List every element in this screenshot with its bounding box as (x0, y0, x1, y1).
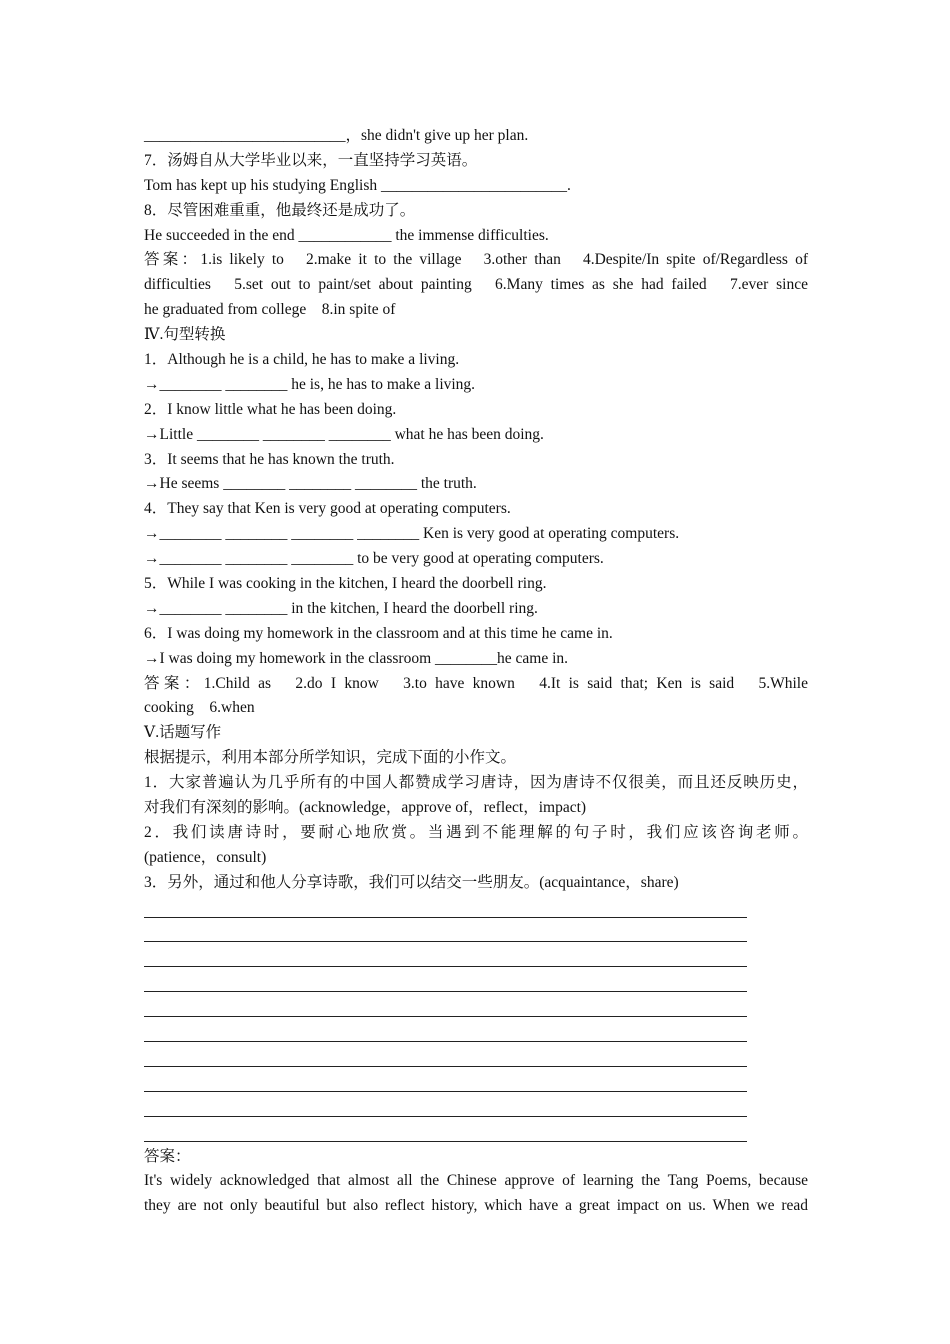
section4-q6-blank: →I was doing my homework in the classroom ________he came in. (144, 649, 569, 667)
section4-title: Ⅳ.句型转换 (144, 326, 226, 344)
section5-prompt-1a: 1．大家普遍认为几乎所有的中国人都赞成学习唐诗，因为唐诗不仅很美，而且还反映历史， (144, 774, 808, 792)
section5-prompt-3: 3．另外，通过和他人分享诗歌，我们可以结交一些朋友。(acquaintance，share) (144, 873, 679, 891)
section4-q2: 2．I know little what he has been doing. (144, 400, 397, 418)
section4-q5-blank: →________ ________ in the kitchen, I heard the doorbell ring. (144, 599, 538, 617)
section5-answer-line-1: It's widely acknowledged that almost all the Chinese approve of learning the Tang Poems, because (144, 1172, 808, 1190)
section5-answer-line-2: they are not only beautiful but also reflect history, which have a great impact on us. When we read (144, 1197, 808, 1215)
section4-q4-blank-1: →________ ________ ________ ________ Ken is very good at operating computers. (144, 525, 680, 543)
section5-intro: 根据提示，利用本部分所学知识，完成下面的小作文。 (144, 749, 517, 767)
section5-title: Ⅴ.话题写作 (144, 724, 222, 742)
writing-line[interactable] (144, 1020, 808, 1045)
section4-answer-line-2: cooking 6.when (144, 699, 255, 717)
document-page (144, 124, 808, 1219)
section3-answer-line-3: he graduated from college 8.in spite of (144, 301, 396, 319)
section5-prompt-1b: 对我们有深刻的影响。(acknowledge，approve of，reflect，impact) (144, 799, 587, 817)
question-8-english: He succeeded in the end ____________ the immense difficulties. (144, 226, 549, 244)
section3-answer-line-2: difficulties 5.set out to paint/set about painting 6.Many times as she had failed 7.ever since (144, 276, 808, 294)
section4-answer-line-1: 答案：1.Child as 2.do I know 3.to have known 4.It is said that; Ken is said 5.While (144, 674, 808, 692)
writing-line[interactable] (144, 995, 808, 1020)
section4-q5: 5．While I was cooking in the kitchen, I heard the doorbell ring. (144, 575, 547, 593)
section5-prompt-2a: 2．我们读唐诗时，要耐心地欣赏。当遇到不能理解的句子时，我们应该咨询老师。 (144, 823, 808, 841)
section5-answer-label: 答案： (144, 1147, 191, 1165)
section4-q6: 6．I was doing my homework in the classroom and at this time he came in. (144, 624, 613, 642)
section5-prompt-2b: (patience，consult) (144, 848, 267, 866)
section4-q1-blank: →________ ________ he is, he has to make a living. (144, 375, 476, 393)
writing-line[interactable] (144, 945, 808, 970)
section3-answer-line-1: 答案：1.is likely to 2.make it to the village 3.other than 4.Despite/In spite of/Regardless of (144, 251, 808, 269)
writing-line[interactable] (144, 1120, 808, 1145)
writing-line[interactable] (144, 1095, 808, 1120)
question-8-chinese: 8．尽管困难重重，他最终还是成功了。 (144, 201, 416, 219)
question-7-chinese: 7．汤姆自从大学毕业以来，一直坚持学习英语。 (144, 151, 478, 169)
writing-line[interactable] (144, 1070, 808, 1095)
section4-q3: 3．It seems that he has known the truth. (144, 450, 395, 468)
section4-q4: 4．They say that Ken is very good at operating computers. (144, 500, 511, 518)
writing-line[interactable] (144, 896, 808, 921)
writing-line[interactable] (144, 921, 808, 946)
fill-blank-line: __________________________，she didn't give up her plan. (144, 127, 529, 144)
writing-line[interactable] (144, 1045, 808, 1070)
section4-q2-blank: →Little ________ ________ ________ what he has been doing. (144, 425, 544, 443)
section4-q4-blank-2: →________ ________ ________ to be very good at operating computers. (144, 550, 604, 568)
section4-q3-blank: →He seems ________ ________ ________ the truth. (144, 475, 477, 493)
writing-line[interactable] (144, 970, 808, 995)
section4-q1: 1．Although he is a child, he has to make a living. (144, 351, 460, 369)
question-7-english: Tom has kept up his studying English ________________________. (144, 176, 571, 194)
